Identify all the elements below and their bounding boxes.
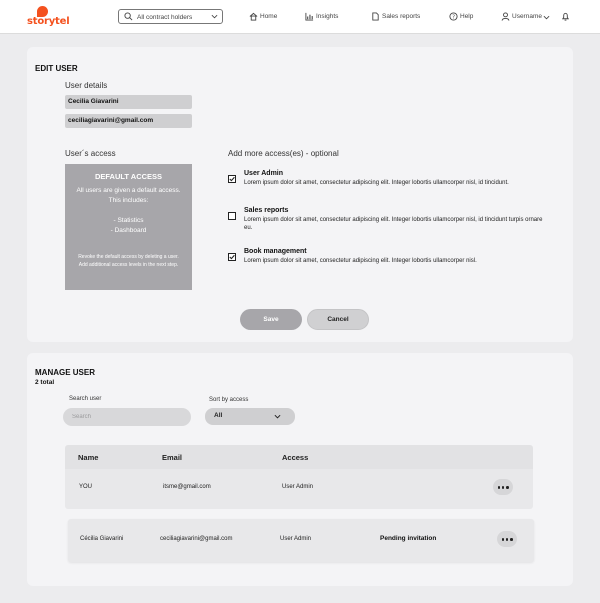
access-option-book-management [228,248,548,278]
access-option-user-admin [228,170,548,200]
access-option-sales-reports [228,207,548,237]
add-more-access-label: Add more access(es) - optional [228,149,339,158]
bell-icon [561,12,570,21]
checkbox-unchecked-icon[interactable] [228,212,236,220]
chevron-down-icon [211,13,218,20]
more-dot-icon [502,486,505,489]
top-navigation-bar [0,0,600,34]
users-table-header [65,445,533,469]
storytel-logo[interactable] [27,5,70,29]
nav-home[interactable] [249,12,285,23]
table-row [65,469,533,509]
column-header-name: Name [78,453,99,462]
edit-user-panel [27,47,573,342]
user-email-field[interactable]: ceciliagiavarini@gmail.com [65,114,192,128]
chevron-down-icon [543,14,550,21]
more-dot-icon [506,486,509,489]
logo-text: storytel [27,16,70,27]
column-header-access: Access [282,453,309,462]
sort-by-access-label: Sort by access [209,397,249,403]
manage-user-panel [27,353,573,586]
pending-invitation-status: Pending invitation [380,535,437,542]
access-option-name: User Admin [244,170,284,177]
nav-home-label: Home [260,13,278,20]
checkbox-checked-icon[interactable] [228,175,236,183]
table-row [68,519,534,562]
column-header-email: Email [162,453,183,462]
user-count: 2 total [35,379,55,386]
row-email: itsme@gmail.com [163,484,211,490]
default-access-item: - Dashboard [110,227,147,234]
nav-insights[interactable] [305,12,345,23]
default-access-item: - Statistics [113,217,144,224]
cancel-button[interactable]: Cancel [307,309,369,330]
checkbox-checked-icon[interactable] [228,253,236,261]
home-icon [249,12,258,21]
nav-help[interactable] [449,12,477,23]
user-details-label: User details [65,81,108,90]
more-dot-icon [510,538,513,541]
default-access-card [65,164,192,290]
row-access: User Admin [282,484,314,490]
row-name: Cécilia Giavarini [80,536,124,542]
document-icon [371,12,380,21]
username-label: Username [512,13,542,20]
user-menu[interactable] [501,12,551,23]
access-option-description: Lorem ipsum dolor sit amet, consectetur adipiscing elit. Integer lobortis ullamcorper nisl. [244,258,477,264]
row-more-options-button[interactable] [493,479,513,495]
default-access-description: All users are given a default access. This includes: [76,187,181,204]
save-button[interactable]: Save [240,309,302,330]
more-dot-icon [502,538,505,541]
user-name-field[interactable]: Cecilia Giavarini [65,95,192,109]
search-icon [124,12,133,21]
sort-by-access-select[interactable] [205,408,295,425]
row-more-options-button[interactable] [497,531,517,547]
nav-insights-label: Insights [316,13,339,20]
row-name: YOU [79,484,93,490]
search-user-label: Search user [69,396,102,402]
row-email: ceciliagiavarini@gmail.com [160,536,233,542]
row-access: User Admin [280,536,312,542]
user-icon [501,12,510,21]
access-option-name: Sales reports [244,207,289,214]
notifications-button[interactable] [561,12,571,23]
chevron-down-icon [274,413,281,420]
more-dot-icon [506,538,509,541]
contract-selector-value: All contract holders [137,13,193,21]
more-dot-icon [498,486,501,489]
default-access-note: Revoke the default access by deleting a user. Add additional access levels in the next step. [78,254,179,268]
edit-user-title: EDIT USER [35,64,78,73]
nav-sales-reports[interactable] [371,12,425,23]
search-user-input[interactable] [63,408,191,426]
sort-selected-value: All [214,412,223,419]
access-option-description: Lorem ipsum dolor sit amet, consectetur adipiscing elit. Integer lobortis ullamcorper nisl, id tincidunt turpis ornare eu. [244,217,543,231]
default-access-title: DEFAULT ACCESS [94,172,163,181]
users-access-label: User´s access [65,149,116,158]
help-icon [449,12,458,21]
nav-help-label: Help [460,13,474,20]
manage-user-title: MANAGE USER [35,368,96,377]
svg-text:?: ? [452,14,455,21]
access-option-description: Lorem ipsum dolor sit amet, consectetur adipiscing elit. Integer lobortis ullamcorper nisl, id tincidunt. [244,180,509,186]
bar-chart-icon [305,12,314,21]
access-option-name: Book management [244,248,307,255]
nav-sales-reports-label: Sales reports [382,13,421,20]
contract-holder-selector[interactable] [118,9,223,24]
